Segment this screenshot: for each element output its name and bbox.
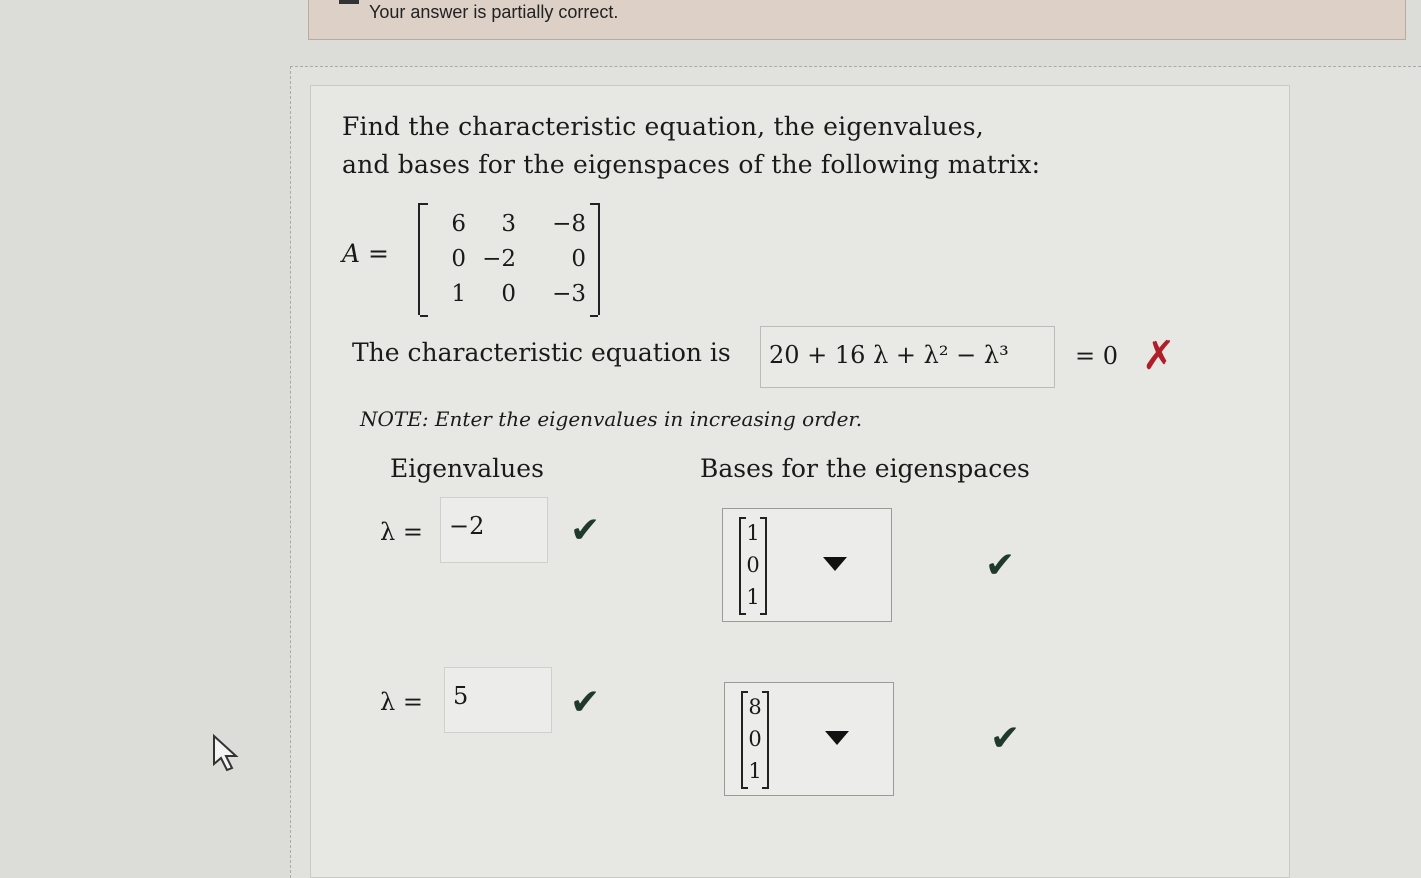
question-text [342, 108, 1102, 184]
vector-cell: 8 [748, 695, 762, 719]
matrix-a [418, 203, 600, 315]
banner-icon [339, 0, 359, 4]
matrix-cell: −2 [482, 246, 516, 272]
feedback-banner [308, 0, 1406, 40]
chevron-down-icon[interactable] [823, 557, 847, 571]
question-line-1: Find the characteristic equation, the eigenvalues, [342, 112, 984, 141]
eigenvalue-input-1[interactable] [440, 497, 548, 563]
vector-cell: 0 [746, 553, 760, 577]
basis-vector [739, 517, 767, 613]
eigenvalues-header: Eigenvalues [390, 454, 544, 483]
eigenvalue-value: −2 [449, 512, 485, 540]
lambda-label: λ = [380, 688, 423, 716]
basis-select-2[interactable] [724, 682, 894, 796]
check-icon: ✔ [570, 682, 601, 723]
equals-zero: = 0 [1075, 342, 1119, 370]
question-line-2: and bases for the eigenspaces of the following matrix: [342, 150, 1041, 179]
matrix-cell: 0 [501, 281, 516, 307]
chevron-down-icon[interactable] [825, 731, 849, 745]
characteristic-label: The characteristic equation is [352, 338, 731, 367]
eigenvalue-value: 5 [453, 682, 469, 710]
matrix-cell: 6 [451, 211, 466, 237]
characteristic-value: 20 + 16 λ + λ² − λ³ [769, 341, 1009, 369]
vector-cell: 1 [746, 521, 760, 545]
eigenvalue-input-2[interactable] [444, 667, 552, 733]
mouse-cursor-icon [210, 732, 246, 772]
matrix-cell: −3 [552, 281, 586, 307]
characteristic-input[interactable] [760, 326, 1055, 388]
vector-cell: 1 [746, 585, 760, 609]
bases-header: Bases for the eigenspaces [700, 454, 1030, 483]
lambda-label: λ = [380, 518, 423, 546]
vector-cell: 1 [748, 759, 762, 783]
check-icon: ✔ [570, 510, 601, 551]
matrix-cell: −8 [552, 211, 586, 237]
check-icon: ✔ [985, 545, 1016, 586]
note-text: NOTE: Enter the eigenvalues in increasing order. [360, 407, 863, 431]
x-mark-icon: ✗ [1142, 333, 1176, 379]
matrix-cell: 0 [571, 246, 586, 272]
banner-message: Your answer is partially correct. [369, 2, 619, 22]
basis-vector [741, 691, 769, 787]
check-icon: ✔ [990, 718, 1021, 759]
matrix-label: A = [342, 239, 389, 268]
matrix-cell: 1 [451, 281, 466, 307]
matrix-cell: 3 [501, 211, 516, 237]
vector-cell: 0 [748, 727, 762, 751]
basis-select-1[interactable] [722, 508, 892, 622]
matrix-cell: 0 [451, 246, 466, 272]
